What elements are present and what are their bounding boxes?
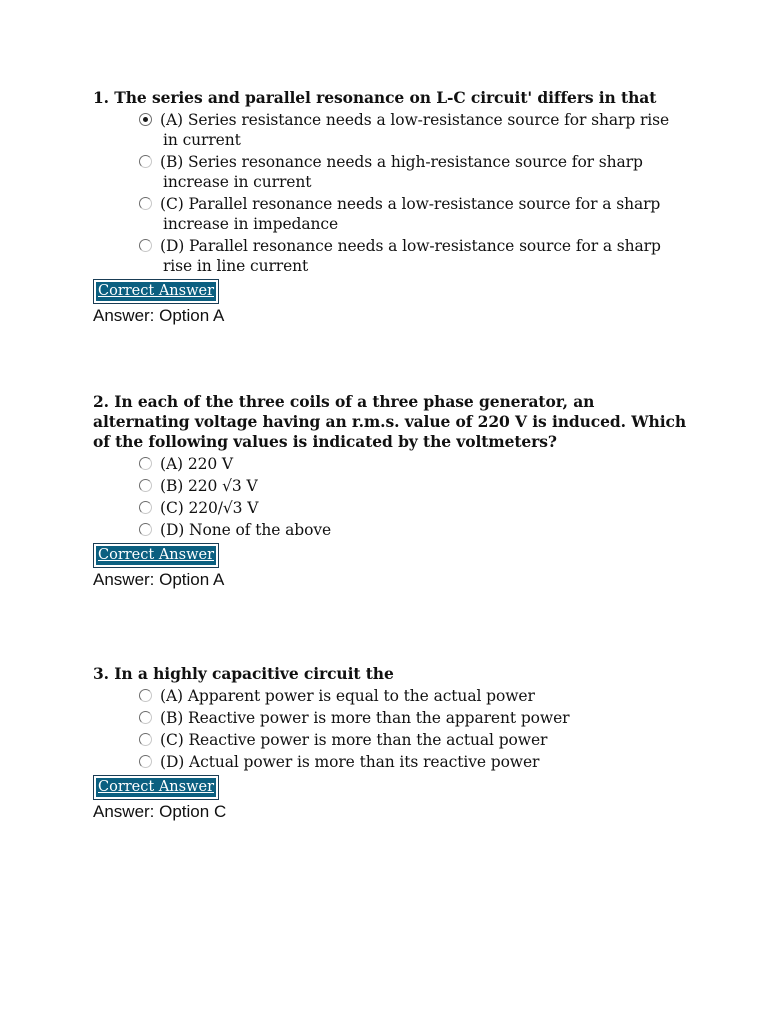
question-2 [93,392,693,591]
question-3 [93,664,693,823]
radio-button-icon[interactable] [139,239,152,252]
option-label: (A) 220 V [160,455,234,473]
option-a[interactable] [139,454,679,474]
option-label: (C) Parallel resonance needs a low-resistance source for a sharp increase in impedance [160,195,661,233]
option-label: (D) Actual power is more than its reactive power [160,753,540,771]
correct-answer-button[interactable]: Correct Answer [98,283,214,299]
answer-text: Answer: Option C [93,802,227,821]
option-label: (D) None of the above [160,521,332,539]
radio-button-icon[interactable] [139,479,152,492]
option-d[interactable] [139,752,679,772]
radio-button-icon[interactable] [139,457,152,470]
option-d[interactable] [139,520,679,540]
option-a[interactable] [139,686,679,706]
option-label: (A) Apparent power is equal to the actual power [160,687,535,705]
radio-button-icon[interactable] [139,733,152,746]
answer-text: Answer: Option A [93,570,225,589]
option-list [139,110,679,276]
radio-button-icon[interactable] [139,755,152,768]
option-label: (D) Parallel resonance needs a low-resistance source for a sharp rise in line current [160,237,661,275]
radio-button-icon[interactable] [139,197,152,210]
option-a[interactable] [139,110,679,150]
option-b[interactable] [139,476,679,496]
radio-button-icon[interactable] [139,113,152,126]
option-label: (C) 220/√3 V [160,499,259,517]
question-title: 1. The series and parallel resonance on L-C circuit' differs in that [93,88,657,107]
option-c[interactable] [139,194,679,234]
radio-button-icon[interactable] [139,689,152,702]
option-c[interactable] [139,498,679,518]
radio-button-icon[interactable] [139,155,152,168]
option-list [139,686,679,772]
answer-text: Answer: Option A [93,306,225,325]
option-d[interactable] [139,236,679,276]
option-label: (A) Series resistance needs a low-resistance source for sharp rise in current [160,111,670,149]
radio-button-icon[interactable] [139,711,152,724]
question-title: 2. In each of the three coils of a three phase generator, an alternating voltage having an r.m.s. value of 220 V is induced. Which of the following values is indicated by the voltmeters? [93,392,687,451]
correct-answer-button-frame [93,775,219,800]
correct-answer-button[interactable]: Correct Answer [98,547,214,563]
option-label: (B) Reactive power is more than the apparent power [160,709,570,727]
option-list [139,454,679,540]
option-label: (C) Reactive power is more than the actual power [160,731,548,749]
radio-button-icon[interactable] [139,501,152,514]
option-b[interactable] [139,708,679,728]
question-1 [93,88,693,327]
question-title: 3. In a highly capacitive circuit the [93,664,394,683]
option-label: (B) Series resonance needs a high-resistance source for sharp increase in current [160,153,643,191]
option-b[interactable] [139,152,679,192]
radio-button-icon[interactable] [139,523,152,536]
correct-answer-button[interactable]: Correct Answer [98,779,214,795]
correct-answer-button-frame [93,543,219,568]
correct-answer-button-frame [93,279,219,304]
option-c[interactable] [139,730,679,750]
option-label: (B) 220 √3 V [160,477,258,495]
